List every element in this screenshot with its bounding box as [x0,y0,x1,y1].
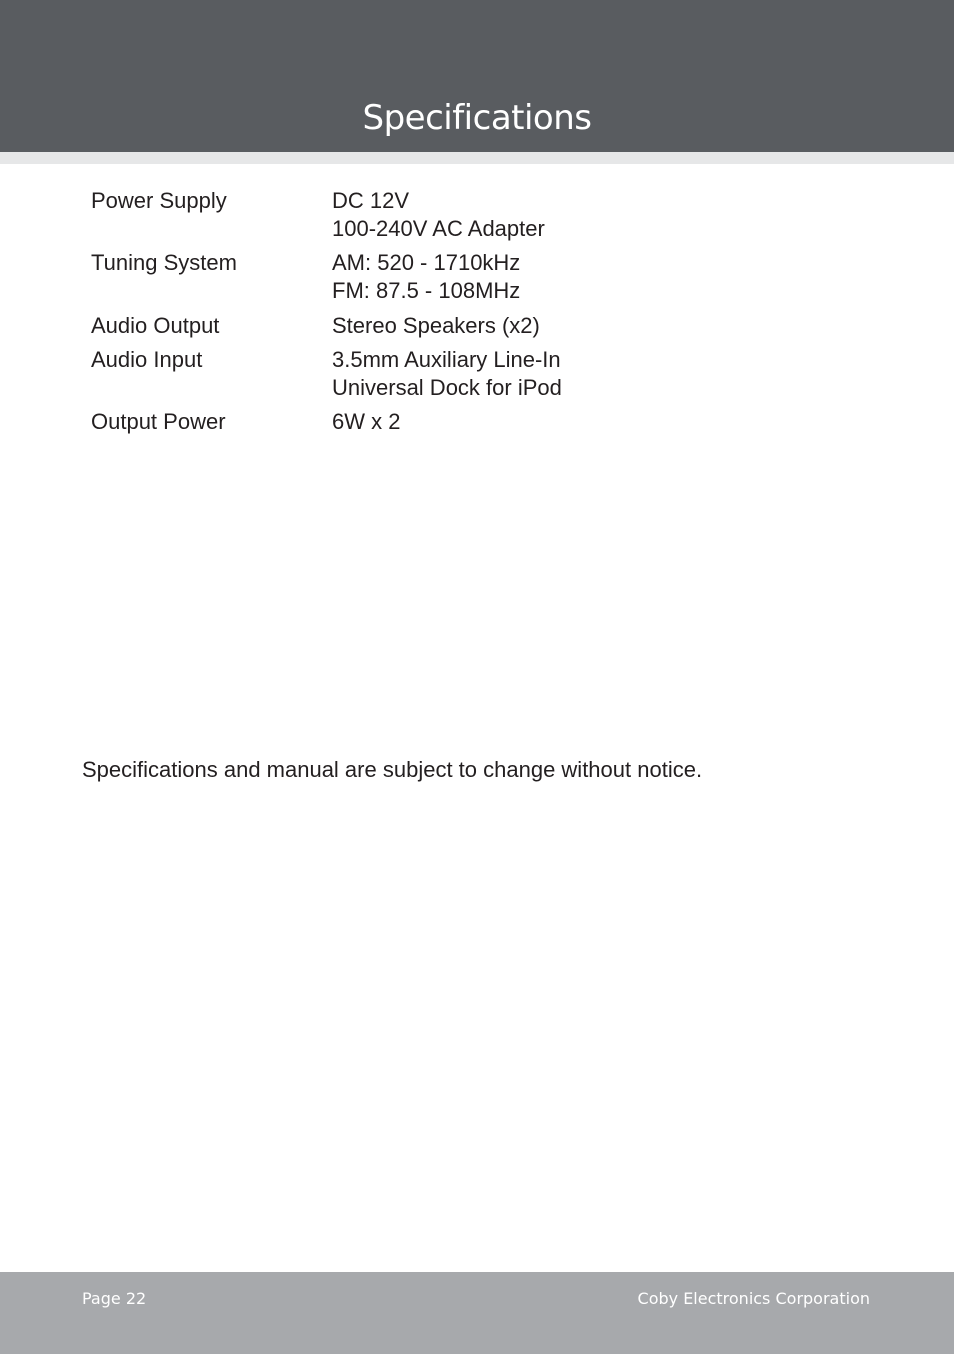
spec-value: 3.5mm Auxiliary Line-In [332,347,561,372]
spec-label: Audio Output [91,313,220,338]
spec-values [332,187,545,243]
spec-value: DC 12V [332,188,410,213]
spec-values [332,249,520,305]
spec-value: Universal Dock for iPod [332,375,562,400]
spec-value: 100-240V AC Adapter [332,216,545,241]
header-divider [0,152,954,164]
spec-value: AM: 520 - 1710kHz [332,250,521,275]
page-footer [0,1272,954,1354]
page-header [0,0,954,152]
spec-value: Stereo Speakers (x2) [332,313,540,338]
spec-label: Tuning System [91,250,237,275]
spec-values [332,408,400,436]
spec-label: Power Supply [91,188,227,213]
spec-values [332,346,562,402]
spec-value: 6W x 2 [332,409,401,434]
spec-value: FM: 87.5 - 108MHz [332,278,521,303]
spec-label: Output Power [91,409,226,434]
company-name: Coby Electronics Corporation [637,1289,870,1308]
change-notice: Specifications and manual are subject to change without notice. [82,757,703,782]
page-title: Specifications [362,98,592,138]
spec-values [332,312,540,340]
page-number: Page 22 [82,1289,147,1308]
spec-label: Audio Input [91,347,203,372]
